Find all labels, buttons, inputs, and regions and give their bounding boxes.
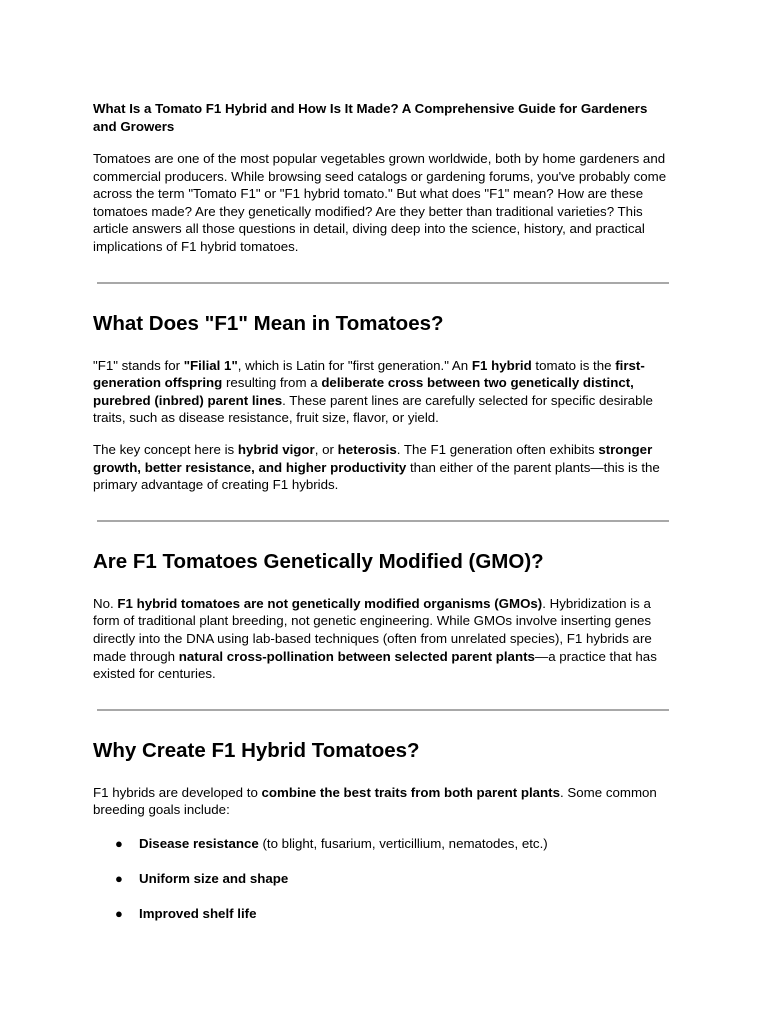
section-divider (97, 709, 669, 711)
section-heading-why-create: Why Create F1 Hybrid Tomatoes? (93, 738, 420, 762)
intro-paragraph: Tomatoes are one of the most popular vegetables grown worldwide, both by home gardeners and commercial producers. While browsing seed catalogs or gardening forums, you've probably come across the term "Tomato F1" or "F1 hybrid tomato." But what does "F1" mean? How are these tomatoes made? Are they genetically modified? Are they better than traditional varieties? This article answers all those questions in detail, diving deep into the science, history, and practical implications of F1 hybrid tomatoes. (93, 151, 667, 254)
list-item: ● Uniform size and shape (115, 871, 289, 887)
breeding-goals-list (93, 835, 673, 923)
document-title: What Is a Tomato F1 Hybrid and How Is It Made? A Comprehensive Guide for Gardeners and Growers (93, 101, 648, 134)
bullet-icon: ● (115, 835, 123, 851)
section-divider (97, 282, 669, 284)
bullet-icon: ● (115, 906, 123, 922)
hybrid-vigor-paragraph: The key concept here is hybrid vigor, or heterosis. The F1 generation often exhibits stronger growth, better resistance, and higher productivity than either of the parent plants—this is the primary advantage of creating F1 hybrids. (93, 441, 660, 493)
document-page (93, 100, 673, 940)
list-item: ● Disease resistance (to blight, fusarium, verticillium, nematodes, etc.) (115, 835, 548, 851)
breeding-goals-intro: F1 hybrids are developed to combine the best traits from both parent plants. Some common breeding goals include: (93, 784, 657, 818)
f1-definition-paragraph: "F1" stands for "Filial 1", which is Latin for "first generation." An F1 hybrid tomato is the first-generation offspring resulting from a deliberate cross between two genetically distinct, purebred (inbred) parent lines. These parent lines are carefully selected for specific desirable traits, such as disease resistance, fruit size, flavor, or yield. (93, 357, 653, 426)
section-heading-gmo: Are F1 Tomatoes Genetically Modified (GMO)? (93, 549, 544, 573)
bullet-icon: ● (115, 871, 123, 887)
section-divider (97, 520, 669, 522)
section-heading-f1-meaning: What Does "F1" Mean in Tomatoes? (93, 311, 444, 335)
list-item: ● Improved shelf life (115, 906, 257, 922)
gmo-paragraph: No. F1 hybrid tomatoes are not genetically modified organisms (GMOs). Hybridization is a form of traditional plant breeding, not genetic engineering. While GMOs involve inserting genes directly into the DNA using lab-based techniques (often from unrelated species), F1 hybrids are made through natural cross-pollination between selected parent plants—a practice that has existed for centuries. (93, 595, 657, 682)
